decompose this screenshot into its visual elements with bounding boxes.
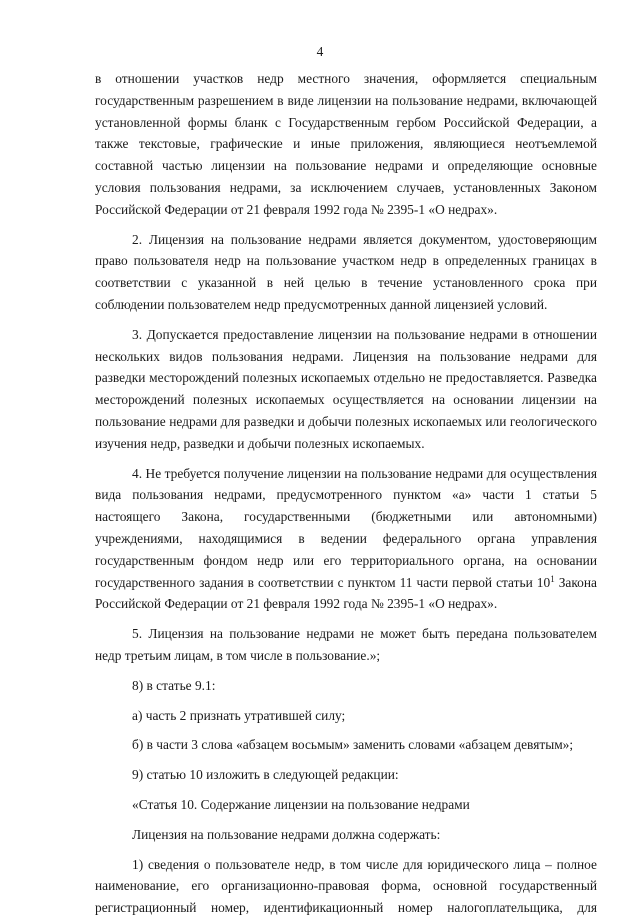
paragraph-intro: в отношении участков недр местного значения, оформляется специальным государственным разрешением в виде лицензии на пользование недрами, включающей установленной формы бланк с Государственным гербом Российской Федерации, а также текстовые, графические и иные приложения, являющиеся неотъемлемой составной частью лицензии на пользование недрами и определяющие основные условия пользования недрами, за исключением случаев, установленных Законом Российской Федерации от 21 февраля 1992 года № 2395-1 «О недрах».: [95, 71, 597, 217]
page-number: 4: [316, 44, 324, 59]
paragraph-item-1: 1) сведения о пользователе недр, в том числе для юридического лица – полное наименование, его организационно-правовая форма, основной государственный регистрационный номер, идентификационный номер налогоплательщика, для: [95, 856, 597, 916]
article-10-heading: «Статья 10. Содержание лицензии на пользование недрами: [132, 796, 470, 812]
paragraph-item-9: 9) статью 10 изложить в следующей редакции:: [132, 767, 399, 783]
superscript-1: 1: [550, 573, 555, 584]
paragraph-item-8: 8) в статье 9.1:: [132, 677, 216, 693]
paragraph-license-content: Лицензия на пользование недрами должна содержать:: [132, 826, 441, 842]
paragraph-4-text-b: Закона Российской Федерации от 21 февраля 1992 года № 2395-1 «О недрах».: [95, 574, 597, 612]
paragraph-4: [95, 463, 597, 616]
paragraph-5: 5. Лицензия на пользование недрами не может быть передана пользователем недр третьим лицам, в том числе в пользование.»;: [95, 626, 597, 663]
document-body: [95, 68, 597, 919]
paragraph-item-a: а) часть 2 признать утратившей силу;: [132, 707, 346, 723]
paragraph-item-b: б) в части 3 слова «абзацем восьмым» заменить словами «абзацем девятым»;: [132, 737, 574, 753]
paragraph-3: 3. Допускается предоставление лицензии на пользование недрами в отношении нескольких видов пользования недрами. Лицензия на пользование недрами для разведки месторождений полезных ископаемых отдельно не предоставляется. Разведка месторождений полезных ископаемых осуществляется на основании лицензии на пользование недрами для разведки и добычи полезных ископаемых или геологического изучения недр, разведки и добычи полезных ископаемых.: [95, 326, 597, 451]
paragraph-4-text-a: 4. Не требуется получение лицензии на пользование недрами для осуществления вида пользования недрами, предусмотренного пунктом «а» части 1 статьи 5 настоящего Закона, государственными (бюджетными или автономными) учреждениями, находящимися в ведении федерального органа управления государственным фондом недр или его территориального органа, на основании государственного задания в соответствии с пунктом 11 части первой статьи 10: [95, 465, 597, 590]
paragraph-2: 2. Лицензия на пользование недрами является документом, удостоверяющим право пользователя недр на пользование участком недр в определенных границах в соответствии с указанной в ней целью в течение установленного срока при соблюдении пользователем недр предусмотренных данной лицензией условий.: [95, 231, 597, 312]
